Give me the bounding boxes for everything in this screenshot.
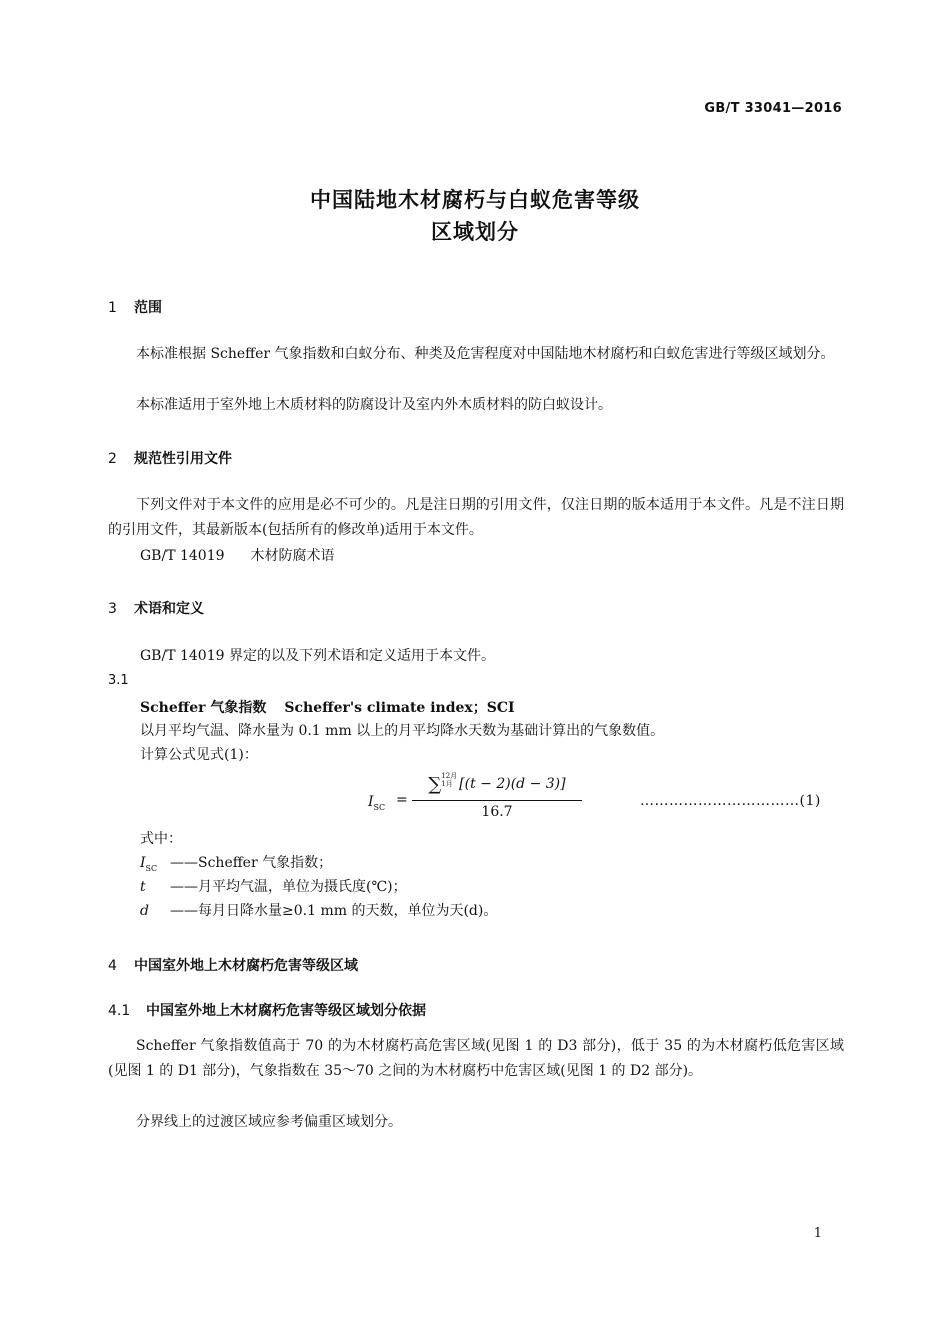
formula-numerator — [412, 772, 582, 793]
document-title-line2: 区域划分 — [431, 220, 519, 244]
section-4-1-heading — [108, 1000, 426, 1020]
variable-definition — [140, 877, 407, 897]
variable-description: ——每月日降水量≥0.1 mm 的天数，单位为天(d)。 — [170, 903, 498, 919]
document-title-line1: 中国陆地木材腐朽与白蚁危害等级 — [310, 188, 640, 212]
formula-lhs: $I_{SC}$ — [368, 794, 386, 812]
section-title: 中国室外地上木材腐朽危害等级区域划分依据 — [146, 1003, 426, 1019]
term-number: 3.1 — [108, 673, 129, 688]
section-3-intro: GB/T 14019 界定的以及下列术语和定义适用于本文件。 — [140, 648, 495, 664]
term-heading — [140, 697, 533, 717]
variable-symbol: d — [140, 903, 149, 919]
standard-number: GB/T 33041—2016 — [704, 101, 842, 116]
section-1-heading — [108, 297, 162, 317]
section-2-heading — [108, 448, 232, 468]
section-number: 3 — [108, 601, 117, 617]
variable-description: ——Scheffer 气象指数； — [170, 855, 333, 871]
reference-code: GB/T 14019 — [140, 548, 225, 564]
section-3-heading — [108, 598, 204, 618]
section-4-1-paragraph-2: 分界线上的过渡区域应参考偏重区域划分。 — [136, 1114, 402, 1130]
numerator-expression: [(t − 2)(d − 3)] — [459, 776, 566, 792]
reference-title: 木材防腐术语 — [250, 548, 335, 564]
term-definition: 以月平均气温、降水量为 0.1 mm 以上的月平均降水天数为基础计算出的气象数值。 — [140, 723, 665, 739]
variable-definition — [140, 901, 497, 921]
section-number: 4.1 — [108, 1003, 131, 1019]
formula-intro: 计算公式见式(1)： — [140, 747, 258, 763]
fraction-bar — [412, 800, 582, 801]
equation-number: ……………………………(1) — [640, 793, 821, 809]
variable-description: ——月平均气温，单位为摄氏度(℃)； — [170, 879, 407, 895]
formula-denominator: 16.7 — [481, 804, 513, 820]
summation-icon: ∑ — [428, 774, 442, 795]
formula-equals: = — [396, 792, 408, 808]
term-english: Scheffer's climate index；SCI — [284, 700, 515, 716]
normative-reference — [140, 546, 335, 566]
section-title: 术语和定义 — [134, 601, 204, 617]
section-number: 1 — [108, 300, 117, 316]
variable-definition — [140, 853, 332, 879]
section-title: 范围 — [134, 300, 162, 316]
section-1-paragraph-1: 本标准根据 Scheffer 气象指数和白蚁分布、种类及危害程度对中国陆地木材腐朽和白蚁危害进行等级区域划分。 — [136, 346, 835, 362]
section-4-1-paragraph-1: Scheffer 气象指数值高于 70 的为木材腐朽高危害区域(见图 1 的 D3 部分)，低于 35 的为木材腐朽低危害区域(见图 1 的 D1 部分)，气象指数在 35～70 之间的为木材腐朽中危害区域(见图 1 的 D2 部分)。 — [108, 1038, 844, 1079]
section-title: 中国室外地上木材腐朽危害等级区域 — [134, 958, 358, 974]
term-chinese: Scheffer 气象指数 — [140, 700, 267, 716]
section-number: 2 — [108, 451, 117, 467]
section-2-paragraph-1: 下列文件对于本文件的应用是必不可少的。凡是注日期的引用文件，仅注日期的版本适用于本文件。凡是不注日期的引用文件，其最新版本(包括所有的修改单)适用于本文件。 — [108, 497, 844, 538]
where-label: 式中： — [140, 831, 182, 847]
section-4-heading — [108, 955, 358, 975]
variable-symbol: $I_{SC}$ — [140, 855, 158, 873]
sci-formula — [360, 770, 600, 830]
page-number: 1 — [813, 1226, 822, 1241]
section-title: 规范性引用文件 — [134, 451, 232, 467]
section-1-paragraph-2: 本标准适用于室外地上木质材料的防腐设计及室内外木质材料的防白蚁设计。 — [136, 397, 612, 413]
section-number: 4 — [108, 958, 117, 974]
variable-symbol: t — [140, 879, 146, 895]
summation-limits: 12月 1月 — [441, 772, 458, 788]
